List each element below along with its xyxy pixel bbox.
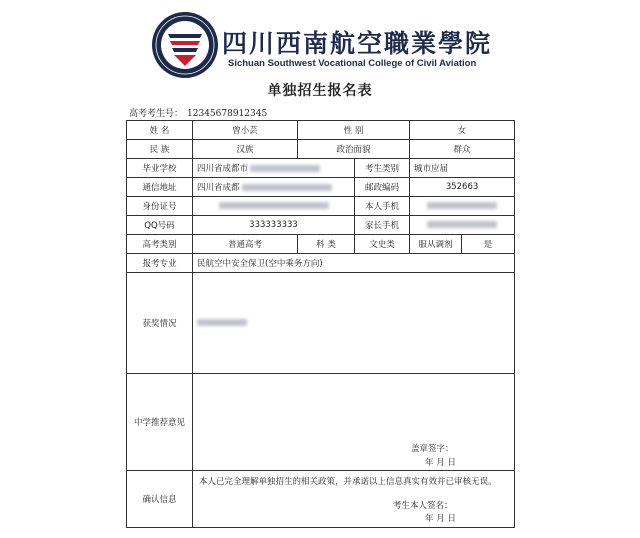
adjust-label: 服从调剂 xyxy=(410,235,462,254)
category-label: 考生类别 xyxy=(355,159,410,178)
form-title: 单独招生报名表 xyxy=(267,83,373,99)
id-label: 身份证号 xyxy=(127,197,193,216)
address-cell xyxy=(193,178,355,197)
gender-label: 性 别 xyxy=(298,121,410,140)
postcode-label: 邮政编码 xyxy=(355,178,410,197)
school-label: 毕业学校 xyxy=(127,159,193,178)
exam-number-label: 高考考生号： xyxy=(129,109,184,119)
registration-table xyxy=(126,120,515,528)
redacted-text xyxy=(219,202,329,209)
political-value: 群众 xyxy=(410,140,515,159)
table-row xyxy=(127,216,515,235)
subject-value: 文史类 xyxy=(355,235,410,254)
name-label: 姓 名 xyxy=(127,121,193,140)
redacted-text xyxy=(427,202,497,209)
name-value: 曾小芸 xyxy=(193,121,298,140)
table-row xyxy=(127,471,515,528)
school-name-en: Sichuan Southwest Vocational College of Civil Aviation xyxy=(228,58,477,69)
awards-value xyxy=(193,273,515,374)
adjust-value: 是 xyxy=(462,235,515,254)
redacted-text xyxy=(427,221,497,228)
redacted-text xyxy=(250,165,320,172)
table-row xyxy=(127,197,515,216)
major-value: 民航空中安全保卫(空中乘务方向) xyxy=(193,254,515,273)
table-row xyxy=(127,235,515,254)
table-row xyxy=(127,159,515,178)
stamp-sign-label: 盖章签字： xyxy=(411,444,454,454)
gender-value: 女 xyxy=(410,121,515,140)
school-name-cn: 四川西南航空職業學院 xyxy=(222,29,493,58)
recommend-date: 年 月 日 xyxy=(425,458,456,468)
table-row xyxy=(127,178,515,197)
table-row xyxy=(127,121,515,140)
exam-number xyxy=(129,106,267,119)
student-sign-label: 考生本人签名： xyxy=(393,501,453,511)
category-value: 城市应届 xyxy=(410,159,515,178)
college-logo-icon xyxy=(150,10,220,80)
political-label: 政治面貌 xyxy=(298,140,410,159)
redacted-text xyxy=(197,319,247,326)
school-value: 四川省成都市 xyxy=(197,164,249,174)
awards-label: 获奖情况 xyxy=(127,273,193,374)
qq-label: QQ号码 xyxy=(127,216,193,235)
table-row xyxy=(127,140,515,159)
phone-label: 本人手机 xyxy=(355,197,410,216)
exam-number-value: 12345678912345 xyxy=(187,109,268,119)
confirm-statement: 本人已完全理解单独招生的相关政策，并承诺以上信息真实有效并已审核无误。 xyxy=(199,477,497,487)
recommend-box xyxy=(193,374,515,471)
address-label: 通信地址 xyxy=(127,178,193,197)
id-value xyxy=(193,197,355,216)
ethnicity-value: 汉族 xyxy=(193,140,298,159)
ethnicity-label: 民 族 xyxy=(127,140,193,159)
school-cell xyxy=(193,159,355,178)
exam-type-label: 高考类别 xyxy=(127,235,193,254)
parent-phone-value xyxy=(410,216,515,235)
table-row xyxy=(127,254,515,273)
postcode-value: 352663 xyxy=(410,178,515,197)
recommend-label: 中学推荐意见 xyxy=(127,374,193,471)
parent-phone-label: 家长手机 xyxy=(355,216,410,235)
subject-label: 科 类 xyxy=(298,235,355,254)
qq-value: 333333333 xyxy=(193,216,355,235)
confirm-date: 年 月 日 xyxy=(425,514,456,524)
phone-value xyxy=(410,197,515,216)
confirm-label: 确认信息 xyxy=(127,471,193,528)
table-row xyxy=(127,273,515,374)
exam-type-value: 普通高考 xyxy=(193,235,298,254)
address-value: 四川省成都 xyxy=(197,183,240,193)
redacted-text xyxy=(242,184,332,191)
confirm-box xyxy=(193,471,515,528)
table-row xyxy=(127,374,515,471)
major-label: 报考专业 xyxy=(127,254,193,273)
